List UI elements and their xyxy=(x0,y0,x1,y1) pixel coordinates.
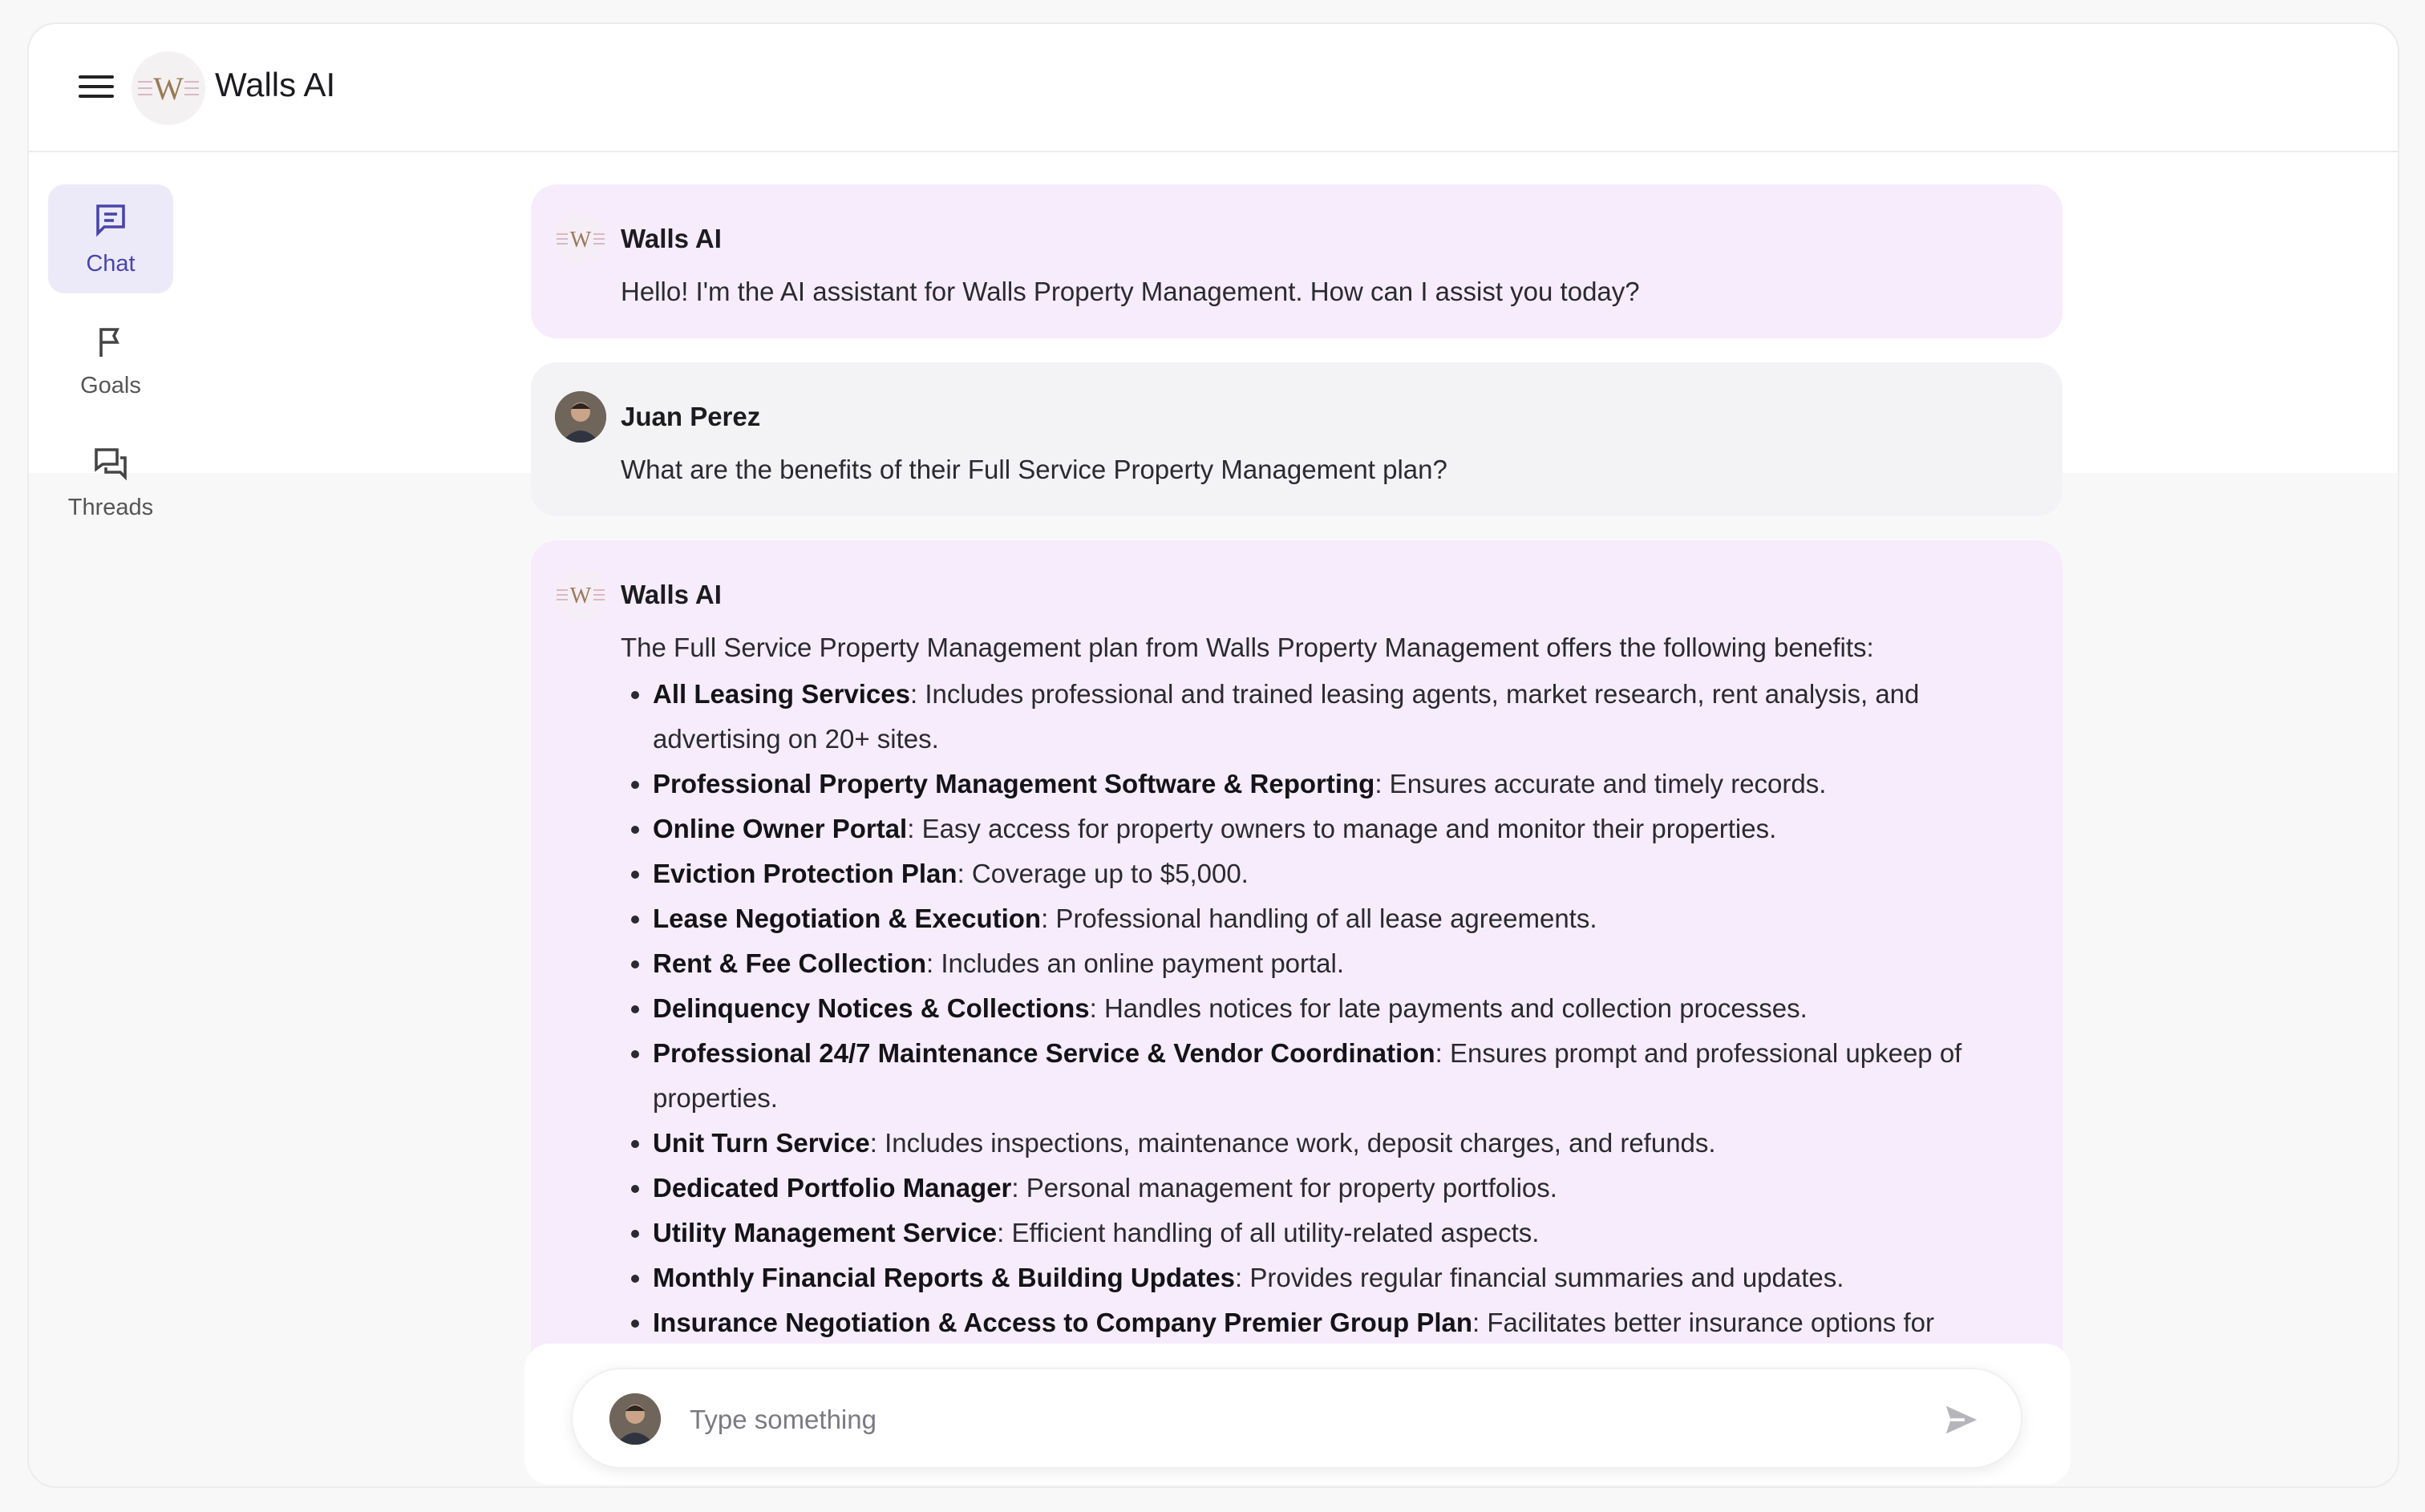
sidebar xyxy=(48,184,176,550)
top-bar xyxy=(29,24,2398,152)
chat-icon xyxy=(91,201,130,240)
app-title: Walls AI xyxy=(215,66,336,103)
message-body xyxy=(621,625,2024,1345)
message-sender: Juan Perez xyxy=(621,402,761,431)
list-item: • Unit Turn Service: Includes inspections, maintenance work, deposit charges, and refunds. xyxy=(653,1121,2024,1166)
chat-thread[interactable] xyxy=(531,184,2064,1368)
benefits-list xyxy=(621,672,2024,1345)
threads-icon xyxy=(91,445,130,483)
sidebar-item-label: Goals xyxy=(80,372,141,398)
walls-logo-icon xyxy=(132,51,205,125)
svg-text:W: W xyxy=(569,584,592,608)
list-item: • Rent & Fee Collection: Includes an online payment portal. xyxy=(653,941,2024,986)
message-assistant xyxy=(531,184,2063,338)
flag-icon xyxy=(91,323,130,362)
sidebar-item-goals[interactable] xyxy=(48,306,173,415)
hamburger-menu-icon[interactable] xyxy=(79,75,114,103)
message-assistant xyxy=(531,540,2063,1368)
sidebar-item-chat[interactable] xyxy=(48,184,173,293)
svg-text:W: W xyxy=(153,71,184,107)
list-item: • Professional Property Management Software & Reporting: Ensures accurate and timely records. xyxy=(653,762,2024,807)
list-item: • Lease Negotiation & Execution: Professional handling of all lease agreements. xyxy=(653,896,2024,941)
message-sender: Walls AI xyxy=(621,224,722,253)
message-input[interactable] xyxy=(688,1395,1878,1445)
list-item: • Utility Management Service: Efficient handling of all utility-related aspects. xyxy=(653,1211,2024,1255)
list-item: • Delinquency Notices & Collections: Handles notices for late payments and collection processes. xyxy=(653,986,2024,1031)
app-window xyxy=(27,22,2399,1488)
message-text: Hello! I'm the AI assistant for Walls Property Management. How can I assist you today? xyxy=(621,277,1640,306)
walls-ai-avatar-icon xyxy=(555,213,606,265)
sidebar-item-label: Chat xyxy=(86,250,136,277)
send-icon[interactable] xyxy=(1942,1401,1981,1438)
walls-ai-avatar-icon xyxy=(555,569,606,621)
message-user xyxy=(531,362,2063,516)
user-avatar xyxy=(609,1393,661,1445)
list-item: • Professional 24/7 Maintenance Service & Vendor Coordination: Ensures prompt and professional upkeep of properties. xyxy=(653,1031,2024,1121)
svg-text:W: W xyxy=(569,228,592,253)
composer-area xyxy=(524,1344,2071,1485)
message-intro: The Full Service Property Management plan from Walls Property Management offers the following benefits: xyxy=(621,633,1874,662)
message-text: What are the benefits of their Full Service Property Management plan? xyxy=(621,455,1447,484)
list-item: • Online Owner Portal: Easy access for property owners to manage and monitor their properties. xyxy=(653,807,2024,851)
list-item: • Monthly Financial Reports & Building Updates: Provides regular financial summaries and updates. xyxy=(653,1255,2024,1300)
list-item: • Insurance Negotiation & Access to Company Premier Group Plan: Facilitates better insurance options for xyxy=(653,1300,2024,1345)
message-composer xyxy=(571,1368,2022,1469)
sidebar-item-label: Threads xyxy=(67,494,154,520)
sidebar-item-threads[interactable] xyxy=(48,428,173,537)
user-avatar xyxy=(555,391,606,443)
list-item: • All Leasing Services: Includes professional and trained leasing agents, market research, rent analysis, and advertising on 20+ sites. xyxy=(653,672,2024,762)
list-item: • Eviction Protection Plan: Coverage up to $5,000. xyxy=(653,851,2024,896)
list-item: • Dedicated Portfolio Manager: Personal management for property portfolios. xyxy=(653,1166,2024,1211)
message-sender: Walls AI xyxy=(621,580,722,609)
